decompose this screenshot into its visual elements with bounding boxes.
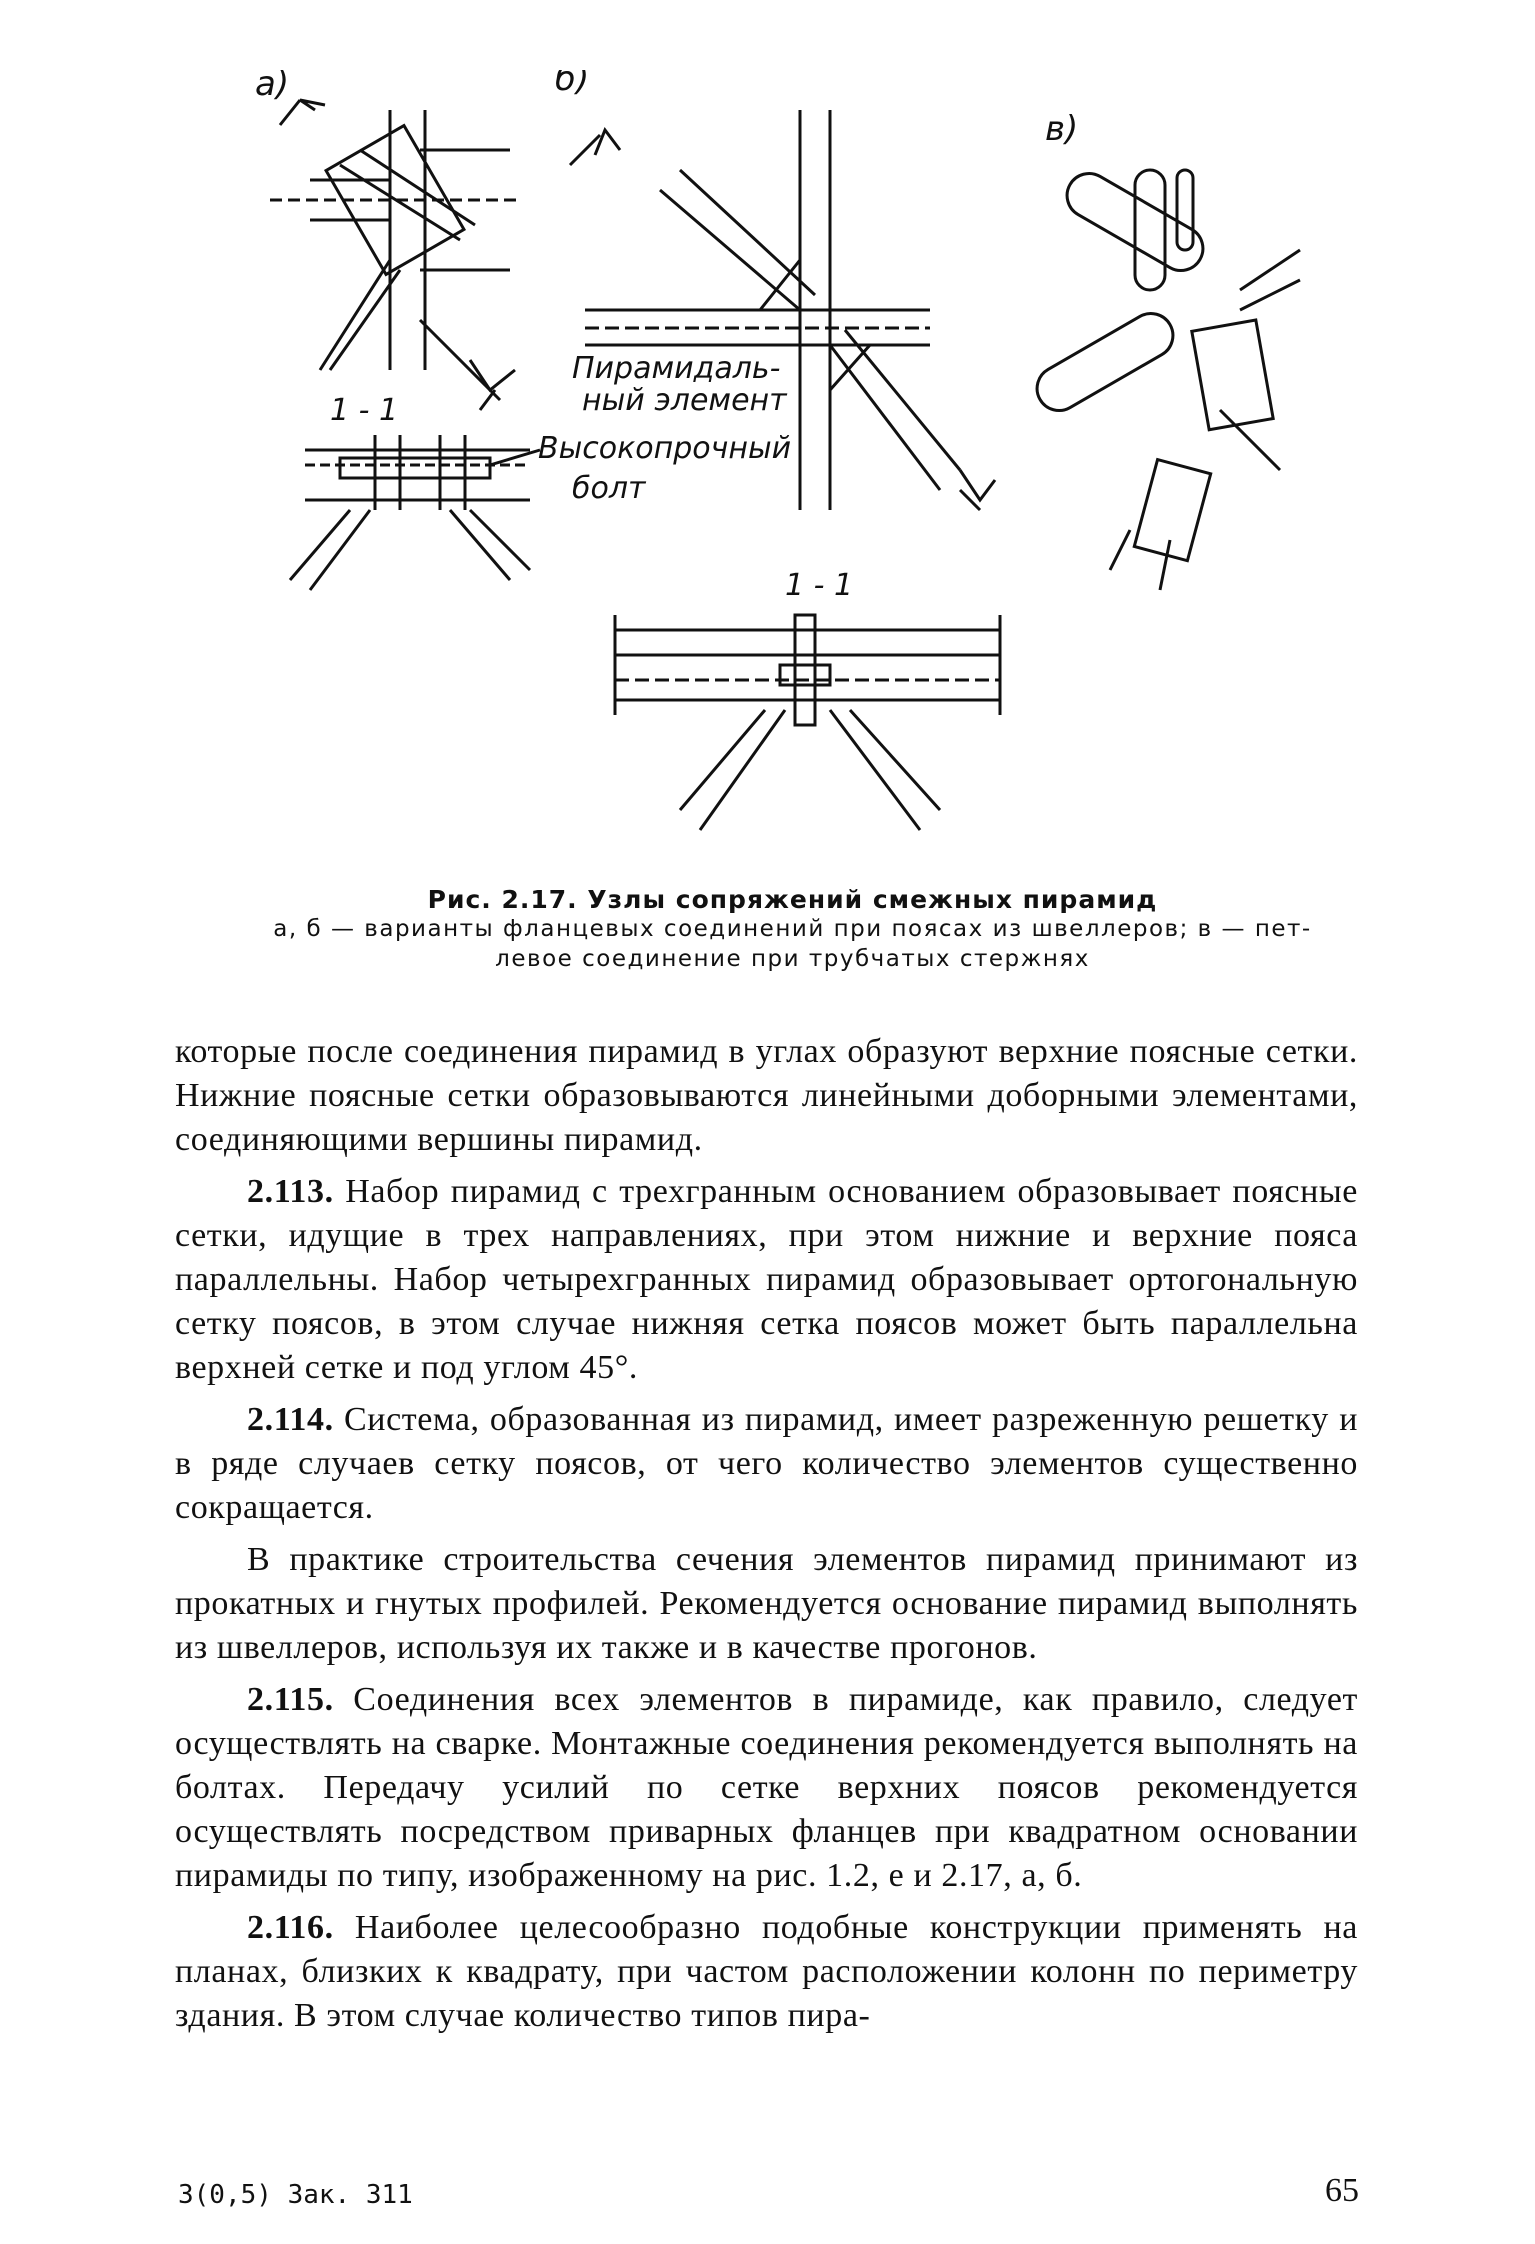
paragraph-2114	[175, 1398, 1358, 1530]
callout-bolt-line2: болт	[572, 471, 646, 506]
paragraph-text: Наиболее целесообразно подобные конструкции применять на планах, близких к квадрату, при частом расположении колонн по периметру здания. В этом случае количество типов пира-	[175, 1909, 1358, 2034]
paragraph-text: Набор пирамид с трехгранным основанием образовывает поясные сетки, идущие в трех направлениях, при этом нижние и верхние пояса параллельны. Набор четырехгранных пирамид образовывает ортогональную сетку поясов, в этом случае нижняя сетка поясов может быть параллельна верхней сетке и под углом 45°.	[175, 1173, 1358, 1386]
paragraph-2116	[175, 1906, 1358, 2038]
caption-line-2: левое соединение при трубчатых стержнях	[495, 946, 1090, 972]
paragraph-1: которые после соединения пирамид в углах образуют верхние поясные сетки. Нижние поясные сетки образовываются линейными доборными элементами, соединяющими вершины пирамид.	[175, 1033, 1358, 1158]
caption-title: Рис. 2.17. Узлы сопряжений смежных пирамид	[427, 885, 1158, 914]
detail-a-section	[290, 435, 540, 590]
detail-v-joint	[1029, 165, 1300, 590]
body-text	[175, 1030, 1358, 2046]
paragraph-number: 2.116.	[247, 1909, 334, 1946]
paragraph-2113	[175, 1170, 1358, 1390]
callout-pyramid-line2: ный элемент	[582, 383, 787, 418]
figure-caption	[210, 885, 1375, 974]
label-a: а)	[255, 70, 290, 104]
page-number: 65	[1325, 2172, 1359, 2209]
label-v: в)	[1045, 109, 1079, 149]
paragraph-text: Соединения всех элементов в пирамиде, как правило, следует осуществлять на сварке. Монтажные соединения рекомендуется выполнять на болтах. Передачу усилий по сетке верхних поясов рекомендуется осуществлять посредством приварных фланцев при квадратном основании пирамиды по типу, изображенному на рис. 1.2, е и 2.17, а, б.	[175, 1681, 1358, 1894]
detail-b-section	[615, 615, 1000, 830]
paragraph-practice: В практике строительства сечения элементов пирамид принимают из прокатных и гнутых профилей. Рекомендуется основание пирамид выполнять из швеллеров, используя их также и в качестве прогонов.	[175, 1541, 1358, 1666]
callout-bolt-line1: Высокопрочный	[538, 431, 792, 466]
section-label-b: 1 - 1	[785, 568, 854, 603]
detail-a-plan	[270, 100, 520, 410]
callout-pyramid-line1: Пирамидаль-	[572, 351, 781, 386]
figure-drawing	[240, 70, 1390, 860]
caption-line-1: а, б — варианты фланцевых соединений при поясах из швеллеров; в — пет-	[273, 916, 1312, 942]
paragraph-2115	[175, 1678, 1358, 1898]
paragraph-number: 2.113.	[247, 1173, 334, 1210]
figure-2-17	[240, 70, 1390, 860]
paragraph-number: 2.115.	[247, 1681, 334, 1718]
paragraph-number: 2.114.	[247, 1401, 334, 1438]
paragraph-text: Система, образованная из пирамид, имеет разреженную решетку и в ряде случаев сетку поясов, от чего количество элементов существенно сокращается.	[175, 1401, 1358, 1526]
print-order-note: 3(0,5) Зак. 311	[178, 2180, 413, 2210]
section-label-a: 1 - 1	[330, 393, 399, 428]
label-b: б)	[555, 70, 590, 99]
